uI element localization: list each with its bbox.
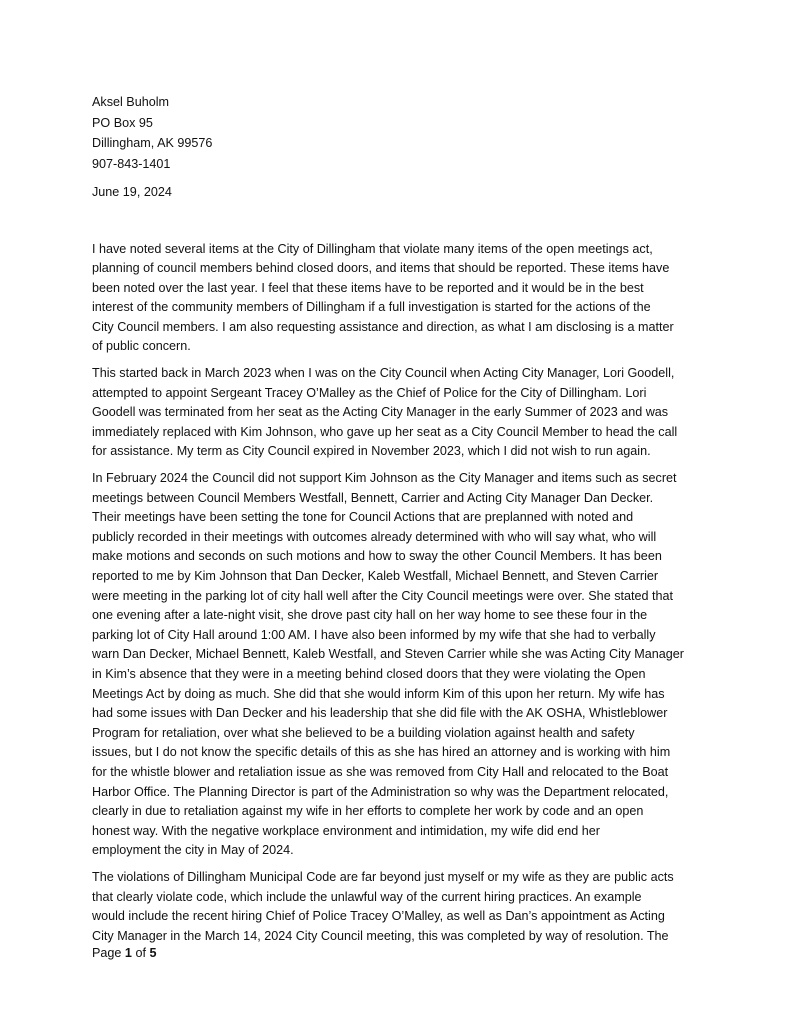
text-line: interest of the community members of Dillingham if a full investigation is started for the actions of the bbox=[92, 300, 651, 315]
sender-po-box: PO Box 95 bbox=[92, 115, 153, 130]
text-line: Their meetings have been setting the tone for Council Actions that are preplanned with noted and bbox=[92, 510, 634, 525]
of-label: of bbox=[135, 946, 146, 960]
text-line: that clearly violate code, which include the unlawful way of the current hiring practices. An example bbox=[92, 889, 642, 904]
text-line: planning of council members behind closed doors, and items that should be reported. These items have bbox=[92, 261, 670, 276]
text-line: I have noted several items at the City of Dillingham that violate many items of the open meetings act, bbox=[92, 241, 653, 256]
text-line: make motions and seconds on such motions and how to sway the other Council Members. It has been bbox=[92, 549, 662, 564]
letter-date: June 19, 2024 bbox=[92, 185, 172, 199]
text-line: The violations of Dillingham Municipal Code are far beyond just myself or my wife as they are public acts bbox=[92, 869, 674, 884]
paragraph-3 bbox=[92, 469, 704, 861]
text-line: This started back in March 2023 when I was on the City Council when Acting City Manager, Lori Goodell, bbox=[92, 366, 675, 381]
text-line: honest way. With the negative workplace environment and intimidation, my wife did end her bbox=[92, 823, 600, 838]
text-line: for the whistle blower and retaliation issue as she was removed from City Hall and relocated to the Boat bbox=[92, 764, 669, 779]
text-line: issues, but I do not know the specific details of this as she has hired an attorney and is working with him bbox=[92, 745, 671, 760]
text-line: immediately replaced with Kim Johnson, who gave up her seat as a City Council Member to head the call bbox=[92, 424, 678, 439]
text-line: attempted to appoint Sergeant Tracey O’Malley as the Chief of Police for the City of Dillingham. Lori bbox=[92, 385, 647, 400]
paragraph-4 bbox=[92, 868, 704, 946]
text-line: Harbor Office. The Planning Director is part of the Administration so why was the Department relocated, bbox=[92, 784, 669, 799]
text-line: would include the recent hiring Chief of Police Tracey O’Malley, as well as Dan’s appointment as Acting bbox=[92, 909, 665, 924]
text-line: of public concern. bbox=[92, 339, 191, 354]
text-line: reported to me by Kim Johnson that Dan Decker, Kaleb Westfall, Michael Bennett, and Steven Carrier bbox=[92, 569, 659, 583]
text-line: City Manager in the March 14, 2024 City Council meeting, this was completed by way of resolution. The bbox=[92, 928, 669, 943]
text-line: been noted over the last year. I feel that these items have to be reported and it would be in the best bbox=[92, 280, 644, 295]
text-line: publicly recorded in their meetings with outcomes already determined with who will say what, who will bbox=[92, 529, 657, 544]
text-line: had some issues with Dan Decker and his leadership that she did file with the AK OSHA, Whistleblower bbox=[92, 706, 668, 721]
text-line: Meetings Act by doing as much. She did that she would inform Kim of this upon her return. My wife has bbox=[92, 686, 665, 701]
sender-name: Aksel Buholm bbox=[92, 95, 169, 109]
text-line: meetings between Council Members Westfall, Bennett, Carrier and Acting City Manager Dan Decker. bbox=[92, 490, 654, 505]
text-line: for assistance. My term as City Council expired in November 2023, which I did not wish to run again. bbox=[92, 444, 651, 459]
text-line: in Kim’s absence that they were in a meeting behind closed doors that they were violating the Open bbox=[92, 666, 646, 681]
text-line: warn Dan Decker, Michael Bennett, Kaleb Westfall, and Steven Carrier while she was Acting City Manager bbox=[92, 647, 684, 662]
total-page-count: 5 bbox=[149, 946, 157, 960]
sender-city-state-zip: Dillingham, AK 99576 bbox=[92, 136, 213, 150]
letter-text bbox=[92, 240, 704, 947]
text-line: clearly in due to retaliation against my wife in her efforts to complete her work by code and an open bbox=[92, 804, 644, 819]
text-line: Goodell was terminated from her seat as the Acting City Manager in the early Summer of 2023 and was bbox=[92, 405, 669, 420]
text-line: parking lot of City Hall around 1:00 AM. I have also been informed by my wife that she had to verbally bbox=[92, 627, 656, 642]
text-line: one evening after a late-night visit, she drove past city hall on her way home to see these four in the bbox=[92, 608, 648, 623]
text-line: were meeting in the parking lot of city hall well after the City Council meetings were over. She stated that bbox=[92, 588, 674, 603]
sender-phone: 907-843-1401 bbox=[92, 156, 171, 171]
letter-body bbox=[92, 92, 704, 953]
text-line: employment the city in May of 2024. bbox=[92, 843, 294, 858]
text-line: In February 2024 the Council did not support Kim Johnson as the City Manager and items such as secret bbox=[92, 471, 677, 486]
text-line: Program for retaliation, over what she believed to be a building violation against health and safety bbox=[92, 725, 635, 740]
page-footer bbox=[92, 944, 156, 962]
paragraph-1 bbox=[92, 240, 704, 358]
sender-address-block bbox=[92, 92, 704, 174]
page-label: Page bbox=[92, 946, 122, 960]
paragraph-2 bbox=[92, 364, 704, 462]
current-page-number: 1 bbox=[124, 946, 132, 960]
text-line: City Council members. I am also requesting assistance and direction, as what I am disclosing is a matter bbox=[92, 319, 674, 334]
